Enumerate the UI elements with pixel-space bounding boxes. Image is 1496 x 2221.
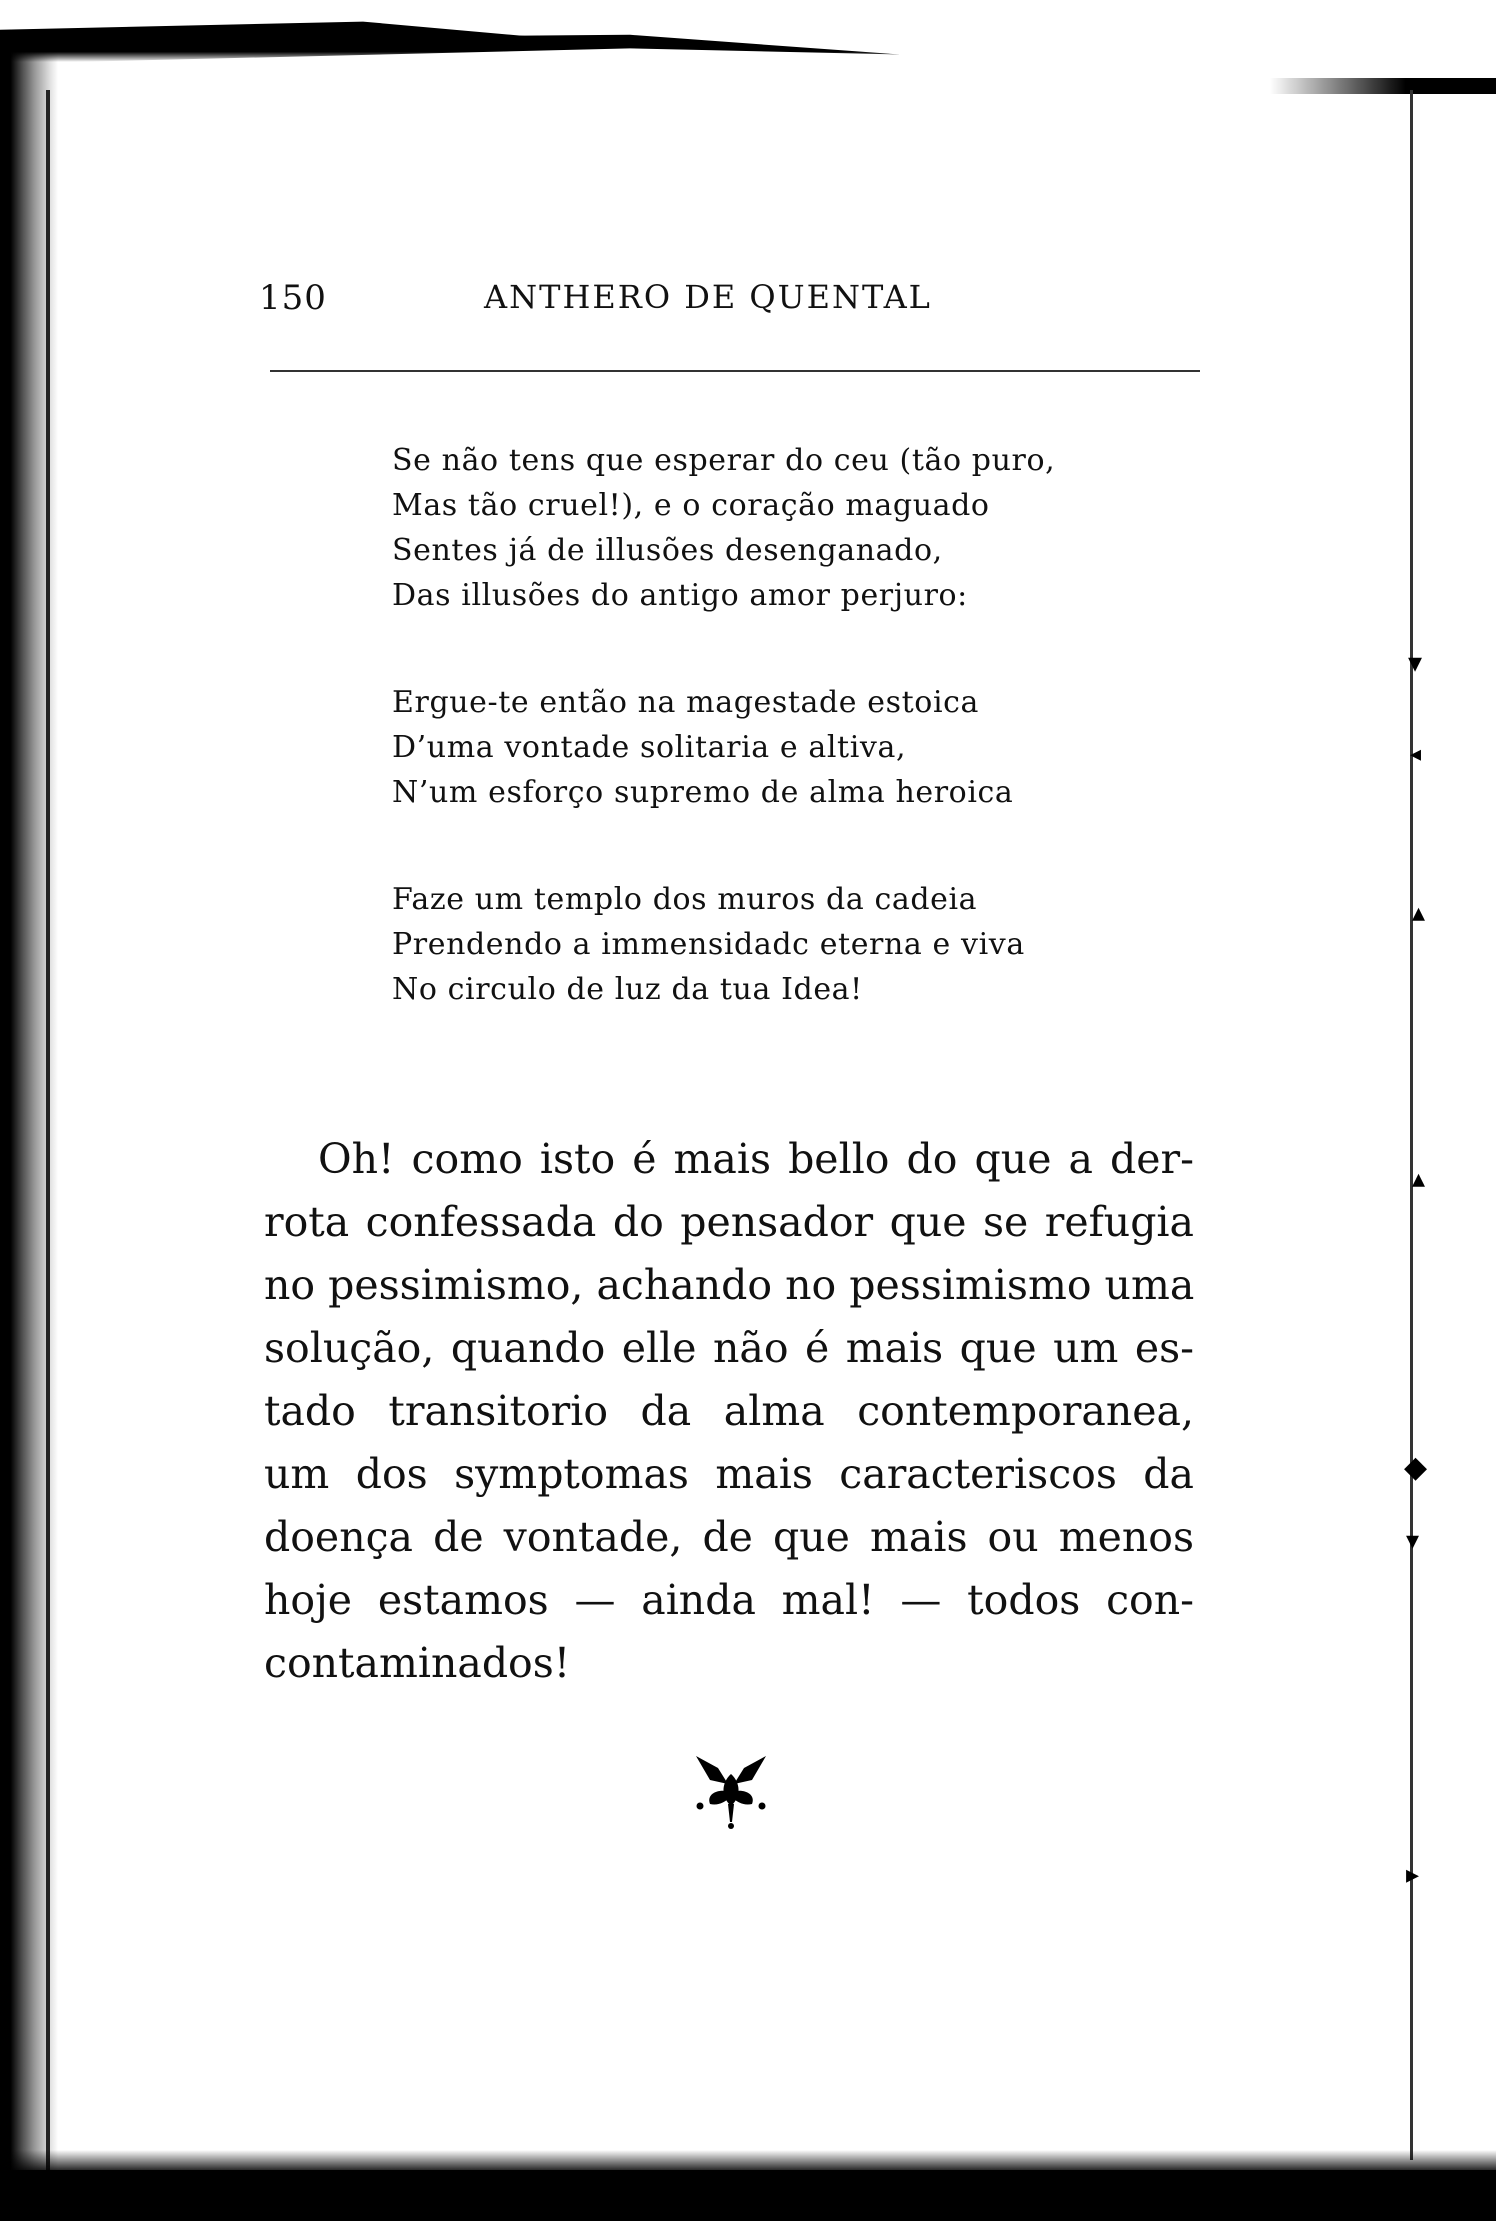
poem-line: Das illusões do antigo amor perjuro:	[392, 578, 968, 613]
poem-line: No circulo de luz da tua Idea!	[392, 972, 863, 1007]
poem-line: Ergue-te então na magestade estoica	[392, 685, 980, 720]
header-rule	[270, 370, 1200, 372]
left-binding-line	[46, 90, 50, 2190]
prose-paragraph	[264, 1128, 1194, 1695]
running-header	[259, 278, 1209, 324]
poem-stanza-3	[392, 877, 1152, 1012]
margin-mark-icon: ▾	[1408, 646, 1423, 679]
prose-line: Oh! como isto é mais bello do que a der-	[318, 1135, 1194, 1183]
margin-mark-icon: ◂	[1410, 742, 1422, 767]
poem-line: N’um esforço supremo de alma heroica	[392, 775, 1014, 810]
prose-line: doença de vontade, de que mais ou menos	[264, 1513, 1194, 1561]
right-top-edge-shadow	[1270, 78, 1496, 94]
running-title: ANTHERO DE QUENTAL	[484, 278, 932, 316]
poem-line: Mas tão cruel!), e o coração maguado	[392, 488, 990, 523]
poem-line: D’uma vontade solitaria e altiva,	[392, 730, 907, 765]
poem	[392, 438, 1152, 1074]
margin-mark-icon: ▴	[1412, 1164, 1426, 1194]
bottom-edge-shadow	[0, 2170, 1496, 2221]
poem-line: Faze um templo dos muros da cadeia	[392, 882, 978, 917]
poem-line: Sentes já de illusões desenganado,	[392, 533, 943, 568]
prose-line: um dos symptomas mais caracteriscos da	[264, 1450, 1194, 1498]
margin-mark-icon: ◆	[1404, 1450, 1428, 1485]
page-number: 150	[259, 278, 327, 318]
prose-line: solução, quando elle não é mais que um es-	[264, 1324, 1194, 1372]
prose-line: no pessimismo, achando no pessimismo uma	[264, 1261, 1195, 1309]
poem-stanza-2	[392, 680, 1152, 815]
margin-mark-icon: ▾	[1406, 1526, 1420, 1556]
prose-line: hoje estamos — ainda mal! — todos con-	[264, 1576, 1194, 1624]
margin-mark-icon: ▴	[1412, 898, 1426, 928]
prose-line: tado transitorio da alma contemporanea,	[264, 1387, 1194, 1435]
prose-line: contaminados!	[264, 1639, 571, 1687]
prose-line: rota confessada do pensador que se refugia	[264, 1198, 1194, 1246]
fleuron-ornament-icon	[688, 1746, 774, 1832]
poem-line: Prendendo a immensidadc eterna e viva	[392, 927, 1025, 962]
right-edge-line	[1410, 90, 1413, 2160]
margin-mark-icon: ▸	[1406, 1860, 1420, 1890]
poem-line: Se não tens que esperar do ceu (tão puro,	[392, 443, 1056, 478]
poem-stanza-1	[392, 438, 1152, 618]
